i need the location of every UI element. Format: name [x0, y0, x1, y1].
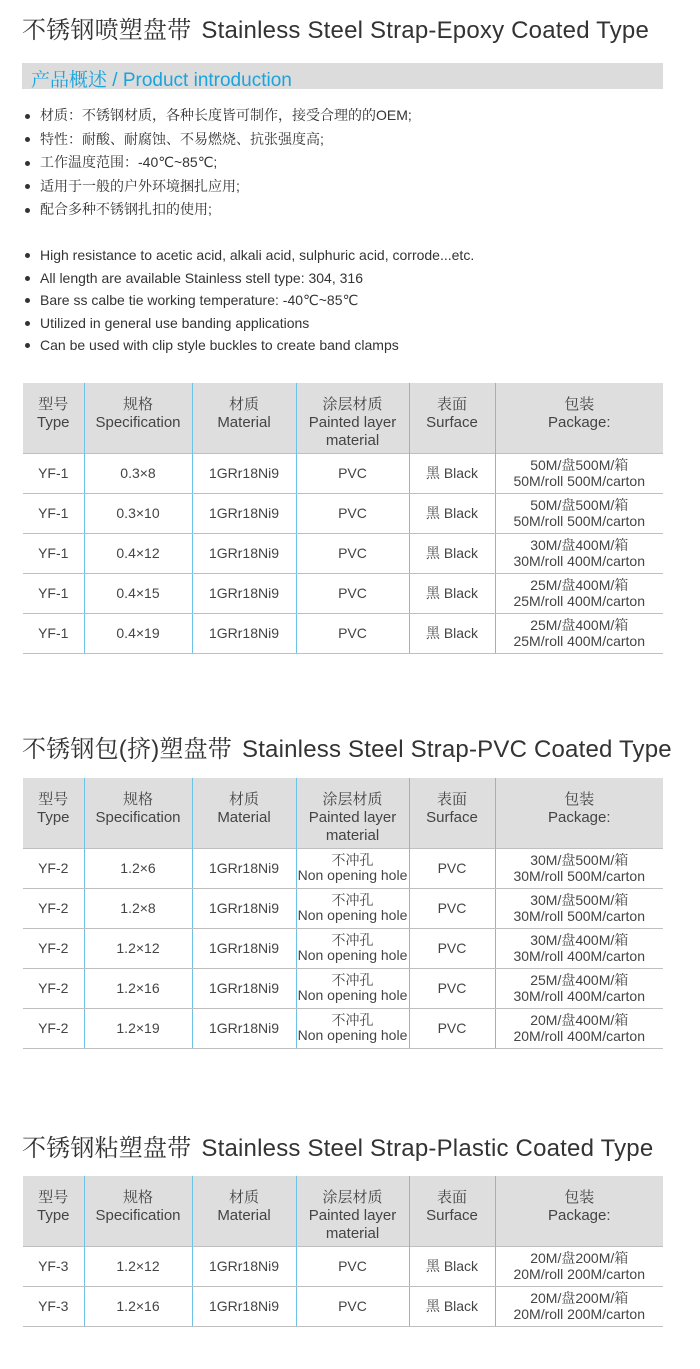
cell-material: 1GRr18Ni9	[192, 533, 296, 573]
header-type: 型号 Type	[23, 383, 84, 453]
cell-surface: 黑 Black	[409, 533, 495, 573]
table-header-row	[23, 383, 663, 453]
cell-material: 1GRr18Ni9	[192, 613, 296, 653]
cell-package: 30M/盘500M/箱 30M/roll 500M/carton	[495, 888, 663, 928]
cell-package: 20M/盘200M/箱 20M/roll 200M/carton	[495, 1246, 663, 1286]
bullet-cn-2: 特性：耐酸、耐腐蚀、不易燃烧、抗张强度高;	[22, 128, 412, 152]
cell-spec: 0.4×15	[84, 573, 192, 613]
cell-type: YF-1	[23, 613, 84, 653]
cell-type: YF-2	[23, 1008, 84, 1048]
cell-type: YF-1	[23, 453, 84, 493]
cell-material: 1GRr18Ni9	[192, 888, 296, 928]
header-coating: 涂层材质 Painted layer material	[296, 778, 409, 848]
cell-surface: 黑 Black	[409, 493, 495, 533]
section2-title-en: Stainless Steel Strap-PVC Coated Type	[241, 736, 672, 763]
header-type: 型号 Type	[23, 1176, 84, 1246]
cell-spec: 0.4×12	[84, 533, 192, 573]
intro-heading: 产品概述 / Product introduction	[31, 70, 292, 91]
table-row	[23, 573, 663, 613]
header-surface: 表面 Surface	[409, 778, 495, 848]
cell-package: 50M/盘500M/箱 50M/roll 500M/carton	[495, 453, 663, 493]
bullet-cn-3: 工作温度范围：-40℃~85℃;	[22, 151, 412, 175]
header-surface: 表面 Surface	[409, 383, 495, 453]
section2-title-cn: 不锈钢包(挤)塑盘带	[22, 736, 232, 763]
cell-material: 1GRr18Ni9	[192, 1286, 296, 1326]
section3-title	[22, 1128, 653, 1163]
cell-package: 30M/盘400M/箱 30M/roll 400M/carton	[495, 533, 663, 573]
section1-title	[22, 10, 649, 45]
bullet-en-4: Utilized in general use banding applications	[22, 312, 474, 335]
table-row	[23, 848, 663, 888]
cell-surface: PVC	[409, 848, 495, 888]
table-row	[23, 453, 663, 493]
cell-surface: PVC	[409, 888, 495, 928]
cell-package: 50M/盘500M/箱 50M/roll 500M/carton	[495, 493, 663, 533]
cell-coating: 不冲孔 Non opening hole	[296, 1008, 409, 1048]
table-row	[23, 968, 663, 1008]
cell-surface: 黑 Black	[409, 1246, 495, 1286]
bullet-cn-5: 配合多种不锈钢扎扣的使用;	[22, 198, 412, 222]
header-material: 材质 Material	[192, 778, 296, 848]
header-surface: 表面 Surface	[409, 1176, 495, 1246]
cell-material: 1GRr18Ni9	[192, 493, 296, 533]
table-row	[23, 1246, 663, 1286]
cell-type: YF-1	[23, 533, 84, 573]
table-row	[23, 613, 663, 653]
cell-type: YF-2	[23, 968, 84, 1008]
epoxy-spec-table	[23, 383, 663, 654]
cell-spec: 0.3×10	[84, 493, 192, 533]
pvc-spec-table	[23, 778, 663, 1049]
cell-coating: 不冲孔 Non opening hole	[296, 928, 409, 968]
cell-surface: 黑 Black	[409, 453, 495, 493]
cell-coating: PVC	[296, 613, 409, 653]
cell-type: YF-2	[23, 848, 84, 888]
cell-surface: PVC	[409, 928, 495, 968]
header-type: 型号 Type	[23, 778, 84, 848]
header-spec: 规格 Specification	[84, 778, 192, 848]
cell-coating: PVC	[296, 573, 409, 613]
cell-coating: PVC	[296, 453, 409, 493]
header-coating: 涂层材质 Painted layer material	[296, 1176, 409, 1246]
bullet-cn-1: 材质：不锈钢材质，各种长度皆可制作，接受合理的的OEM;	[22, 104, 412, 128]
plastic-spec-table	[23, 1176, 663, 1327]
cell-spec: 1.2×16	[84, 1286, 192, 1326]
table-row	[23, 493, 663, 533]
cell-type: YF-3	[23, 1286, 84, 1326]
cell-package: 30M/盘400M/箱 30M/roll 400M/carton	[495, 928, 663, 968]
table-row	[23, 533, 663, 573]
cell-surface: PVC	[409, 1008, 495, 1048]
header-material: 材质 Material	[192, 1176, 296, 1246]
intro-bullets-en	[22, 244, 474, 357]
cell-surface: PVC	[409, 968, 495, 1008]
table-row	[23, 928, 663, 968]
cell-spec: 0.3×8	[84, 453, 192, 493]
cell-material: 1GRr18Ni9	[192, 1246, 296, 1286]
cell-coating: 不冲孔 Non opening hole	[296, 888, 409, 928]
cell-coating: 不冲孔 Non opening hole	[296, 968, 409, 1008]
intro-bullets-cn	[22, 104, 412, 222]
cell-coating: PVC	[296, 493, 409, 533]
cell-material: 1GRr18Ni9	[192, 573, 296, 613]
bullet-en-3: Bare ss calbe tie working temperature: -40℃~85℃	[22, 289, 474, 312]
header-spec: 规格 Specification	[84, 383, 192, 453]
section1-title-cn: 不锈钢喷塑盘带	[22, 17, 192, 44]
cell-spec: 1.2×12	[84, 1246, 192, 1286]
cell-spec: 1.2×16	[84, 968, 192, 1008]
cell-coating: PVC	[296, 533, 409, 573]
section2-title	[22, 729, 672, 764]
section3-title-cn: 不锈钢粘塑盘带	[22, 1135, 192, 1162]
cell-package: 25M/盘400M/箱 25M/roll 400M/carton	[495, 613, 663, 653]
cell-spec: 1.2×8	[84, 888, 192, 928]
bullet-en-1: High resistance to acetic acid, alkali acid, sulphuric acid, corrode...etc.	[22, 244, 474, 267]
table-header-row	[23, 1176, 663, 1246]
cell-spec: 1.2×19	[84, 1008, 192, 1048]
cell-package: 25M/盘400M/箱 25M/roll 400M/carton	[495, 573, 663, 613]
cell-material: 1GRr18Ni9	[192, 968, 296, 1008]
cell-material: 1GRr18Ni9	[192, 453, 296, 493]
section3-title-en: Stainless Steel Strap-Plastic Coated Type	[201, 1135, 654, 1162]
intro-banner	[22, 63, 663, 89]
header-material: 材质 Material	[192, 383, 296, 453]
cell-surface: 黑 Black	[409, 613, 495, 653]
cell-package: 20M/盘200M/箱 20M/roll 200M/carton	[495, 1286, 663, 1326]
section1-title-en: Stainless Steel Strap-Epoxy Coated Type	[201, 17, 650, 44]
cell-coating: PVC	[296, 1286, 409, 1326]
cell-type: YF-3	[23, 1246, 84, 1286]
bullet-cn-4: 适用于一般的户外环境捆扎应用;	[22, 175, 412, 199]
cell-material: 1GRr18Ni9	[192, 928, 296, 968]
cell-type: YF-1	[23, 493, 84, 533]
table-row	[23, 888, 663, 928]
cell-type: YF-1	[23, 573, 84, 613]
cell-material: 1GRr18Ni9	[192, 848, 296, 888]
cell-type: YF-2	[23, 928, 84, 968]
cell-material: 1GRr18Ni9	[192, 1008, 296, 1048]
bullet-en-5: Can be used with clip style buckles to create band clamps	[22, 334, 474, 357]
cell-package: 25M/盘400M/箱 30M/roll 400M/carton	[495, 968, 663, 1008]
cell-surface: 黑 Black	[409, 573, 495, 613]
header-package: 包装 Package:	[495, 1176, 663, 1246]
table-row	[23, 1286, 663, 1326]
cell-spec: 1.2×6	[84, 848, 192, 888]
cell-surface: 黑 Black	[409, 1286, 495, 1326]
table-header-row	[23, 778, 663, 848]
header-spec: 规格 Specification	[84, 1176, 192, 1246]
header-package: 包装 Package:	[495, 383, 663, 453]
cell-spec: 1.2×12	[84, 928, 192, 968]
cell-spec: 0.4×19	[84, 613, 192, 653]
cell-package: 30M/盘500M/箱 30M/roll 500M/carton	[495, 848, 663, 888]
cell-package: 20M/盘400M/箱 20M/roll 400M/carton	[495, 1008, 663, 1048]
cell-coating: PVC	[296, 1246, 409, 1286]
header-package: 包装 Package:	[495, 778, 663, 848]
cell-coating: 不冲孔 Non opening hole	[296, 848, 409, 888]
table-row	[23, 1008, 663, 1048]
header-coating: 涂层材质 Painted layer material	[296, 383, 409, 453]
bullet-en-2: All length are available Stainless stell type: 304, 316	[22, 267, 474, 290]
cell-type: YF-2	[23, 888, 84, 928]
